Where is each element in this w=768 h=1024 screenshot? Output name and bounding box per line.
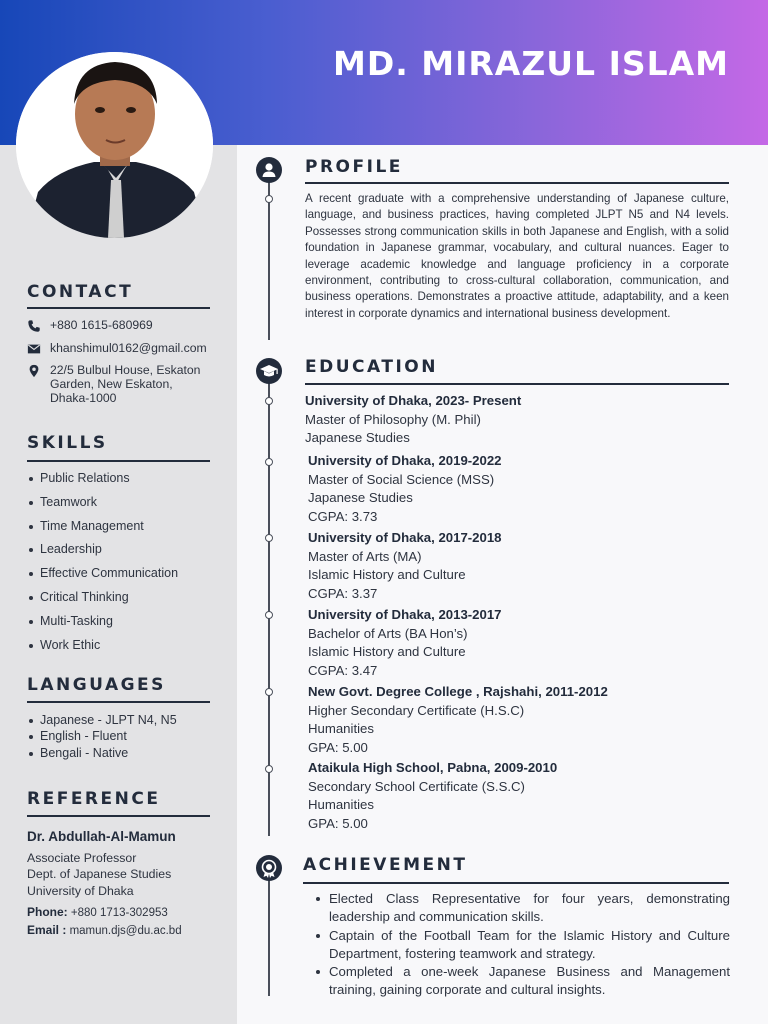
timeline-dot [265, 688, 273, 696]
education-subject: Humanities [308, 797, 374, 812]
contact-divider [27, 307, 210, 309]
education-title: Ataikula High School, Pabna, 2009-2010 [308, 760, 558, 775]
education-entry [308, 452, 502, 526]
education-grade: GPA: 5.00 [308, 815, 368, 831]
education-entry [305, 392, 521, 448]
reference-email-value[interactable]: mamun.djs@du.ac.bd [69, 925, 182, 937]
reference-university: University of Dhaka [27, 884, 134, 898]
reference-heading: REFERENCE [27, 789, 161, 809]
skill-item: Leadership [27, 542, 178, 566]
education-node [256, 358, 282, 384]
candidate-name: MD. MIRAZUL ISLAM [333, 44, 730, 83]
languages-divider [27, 701, 210, 703]
language-item: English - Fluent [27, 729, 177, 745]
skills-list [27, 471, 178, 661]
achievement-heading: ACHIEVEMENT [303, 855, 468, 875]
skill-item: Time Management [27, 519, 178, 543]
skills-divider [27, 460, 210, 462]
contact-heading: CONTACT [27, 282, 134, 302]
education-degree: Higher Secondary Certificate (H.S.C) [308, 702, 525, 718]
reference-phone [27, 905, 168, 919]
timeline-dot [265, 195, 273, 203]
education-degree: Master of Social Science (MSS) [308, 471, 495, 487]
mail-icon [27, 342, 41, 356]
timeline-dot [265, 765, 273, 773]
timeline-dot [265, 397, 273, 405]
education-subject: Islamic History and Culture [308, 567, 466, 582]
education-grade: GPA: 5.00 [308, 739, 368, 755]
profile-heading: PROFILE [305, 157, 403, 177]
education-grade: CGPA: 3.73 [308, 508, 378, 524]
education-subject: Japanese Studies [308, 490, 413, 505]
email-text[interactable]: khanshimul0162@gmail.com [50, 341, 207, 355]
phone-text[interactable]: +880 1615-680969 [50, 318, 153, 332]
languages-list [27, 713, 177, 762]
reference-email [27, 923, 182, 937]
education-subject: Japanese Studies [305, 430, 410, 445]
education-grade: CGPA: 3.37 [308, 585, 378, 601]
skill-item: Public Relations [27, 471, 178, 495]
reference-phone-value[interactable]: +880 1713-302953 [70, 907, 168, 919]
skill-item: Work Ethic [27, 638, 178, 662]
graduation-cap-icon [256, 358, 282, 384]
education-subject: Humanities [308, 721, 374, 736]
education-grade: CGPA: 3.47 [308, 662, 378, 678]
skill-item: Multi-Tasking [27, 614, 178, 638]
profile-photo [16, 52, 213, 238]
profile-node [256, 157, 282, 183]
education-title: University of Dhaka, 2023- Present [305, 393, 522, 408]
achievement-divider [303, 882, 729, 884]
education-entry [308, 606, 502, 680]
reference-divider [27, 815, 210, 817]
reference-title: Associate Professor [27, 851, 137, 865]
phone-icon [27, 319, 41, 333]
timeline-dot [265, 458, 273, 466]
achievement-item: Completed a one-week Japanese Business and Management training, gaining corporate and cultural insights. [312, 963, 730, 1000]
achievement-item: Captain of the Football Team for the Islamic History and Culture Department, fostering teamwork and strategy. [312, 927, 730, 964]
achievement-node [256, 855, 282, 881]
profile-summary: A recent graduate with a comprehensive understanding of Japanese culture, language, and business practices, having completed JLPT N5 and N4 levels. Possesses strong communication skills in both Japanese and English, with a solid foundation in Japanese grammar, vocabulary, and cultural nuances. Eager to leverage academic knowledge and language proficiency in a corporate environment, contributing to cross-cultural collaboration, communication, and business operations. Demonstrates a proactive attitude, adaptability, and a keen interest in corporate dynamics and international business development. [305, 192, 729, 320]
education-degree: Bachelor of Arts (BA Hon’s) [308, 625, 468, 641]
education-degree: Master of Philosophy (M. Phil) [305, 411, 481, 427]
education-entry [308, 529, 502, 603]
language-item: Bengali - Native [27, 746, 177, 762]
achievement-timeline-line [268, 868, 270, 996]
education-entry [308, 759, 557, 833]
reference-dept: Dept. of Japanese Studies [27, 867, 172, 881]
achievement-item: Elected Class Representative for four years, demonstrating leadership and communication skills. [312, 890, 730, 927]
award-badge-icon [256, 855, 282, 881]
education-subject: Islamic History and Culture [308, 644, 466, 659]
education-divider [305, 383, 729, 385]
skill-item: Effective Communication [27, 566, 178, 590]
reference-email-label: Email : [27, 923, 67, 937]
skill-item: Critical Thinking [27, 590, 178, 614]
education-entry [308, 683, 608, 757]
education-title: New Govt. Degree College , Rajshahi, 2011-2012 [308, 684, 608, 699]
timeline-dot [265, 534, 273, 542]
education-heading: EDUCATION [305, 357, 438, 377]
timeline-dot [265, 611, 273, 619]
skill-item: Teamwork [27, 495, 178, 519]
location-pin-icon [27, 364, 41, 378]
language-item: Japanese - JLPT N4, N5 [27, 713, 177, 729]
achievement-list [312, 890, 730, 1000]
profile-divider [305, 182, 729, 184]
user-icon [256, 157, 282, 183]
address-text: 22/5 Bulbul House, Eskaton Garden, New Eskaton, Dhaka-1000 [50, 363, 201, 405]
education-title: University of Dhaka, 2017-2018 [308, 530, 502, 545]
skills-heading: SKILLS [27, 433, 108, 453]
person-portrait-icon [16, 52, 213, 238]
education-degree: Master of Arts (MA) [308, 548, 422, 564]
education-title: University of Dhaka, 2013-2017 [308, 607, 502, 622]
reference-phone-label: Phone: [27, 905, 68, 919]
education-title: University of Dhaka, 2019-2022 [308, 453, 502, 468]
education-degree: Secondary School Certificate (S.S.C) [308, 778, 525, 794]
languages-heading: LANGUAGES [27, 675, 166, 695]
reference-name: Dr. Abdullah-Al-Mamun [27, 829, 176, 844]
